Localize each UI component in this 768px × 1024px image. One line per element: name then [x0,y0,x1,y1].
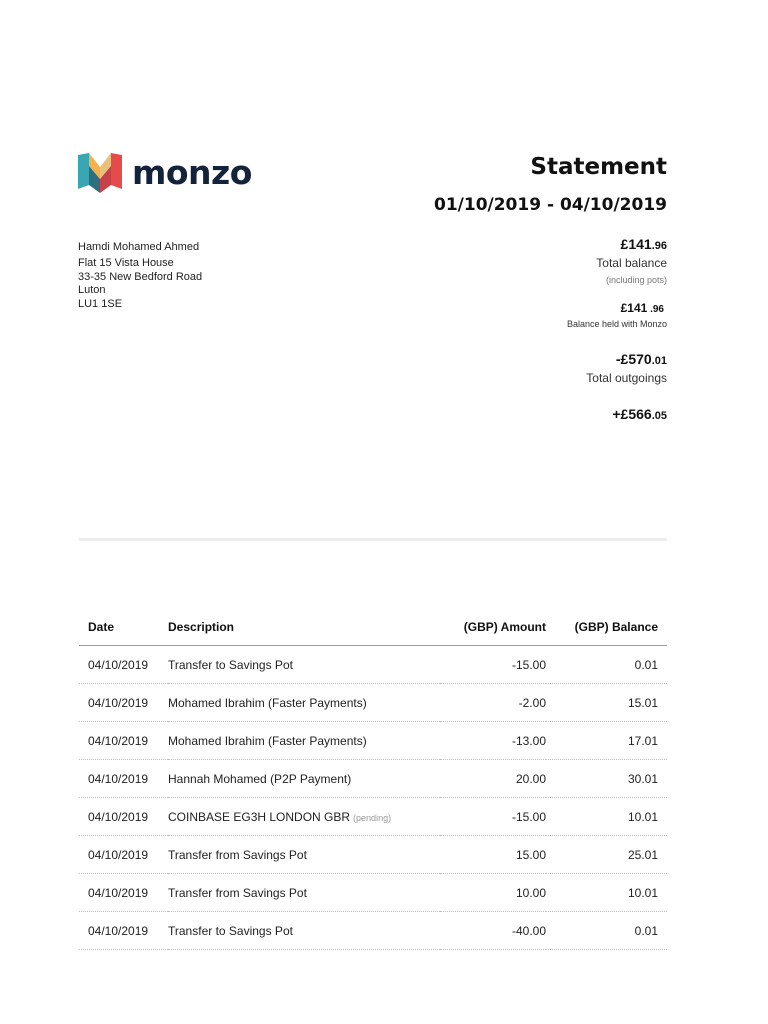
total-balance-amount [596,236,667,252]
row-description: Transfer from Savings Pot [168,847,307,862]
incoming-amount [612,406,667,422]
transactions-body [79,646,667,950]
row-balance: 10.01 [546,874,667,912]
description-header: Description [168,609,440,646]
incoming-major: +£566 [612,406,652,422]
total-balance-major: £141 [620,236,652,252]
row-date: 04/10/2019 [79,722,168,760]
held-balance-block [621,301,664,315]
row-description-cell [168,836,440,874]
table-row [79,760,667,798]
row-description: Transfer to Savings Pot [168,657,293,672]
date-header: Date [79,609,168,646]
row-balance: 15.01 [546,684,667,722]
outgoings-block [586,351,667,385]
table-row [79,874,667,912]
row-description-cell [168,760,440,798]
statement-title: Statement [530,154,667,180]
row-description-cell [168,798,440,836]
table-row [79,912,667,950]
row-date: 04/10/2019 [79,912,168,950]
table-row [79,684,667,722]
row-description-cell [168,912,440,950]
row-amount: -40.00 [440,912,546,950]
row-amount: -15.00 [440,798,546,836]
row-amount: 20.00 [440,760,546,798]
row-date: 04/10/2019 [79,836,168,874]
row-amount: -2.00 [440,684,546,722]
row-date: 04/10/2019 [79,684,168,722]
monzo-logo [78,153,252,193]
row-description: Mohamed Ibrahim (Faster Payments) [168,733,367,748]
row-balance: 25.01 [546,836,667,874]
row-date: 04/10/2019 [79,760,168,798]
amount-header: (GBP) Amount [440,609,546,646]
address-city: Luton [78,284,106,297]
row-description-cell [168,722,440,760]
table-row [79,836,667,874]
total-balance-block [596,236,667,285]
total-balance-minor: .96 [651,240,667,252]
row-amount: -15.00 [440,646,546,684]
row-description: Hannah Mohamed (P2P Payment) [168,771,352,786]
row-balance: 0.01 [546,646,667,684]
row-description-cell [168,646,440,684]
outgoings-amount [586,351,667,367]
total-balance-label: Total balance [596,256,667,270]
row-description-cell [168,684,440,722]
table-row [79,722,667,760]
row-balance: 10.01 [546,798,667,836]
held-balance-label-block [567,319,667,329]
held-balance-major: £141 [620,301,648,315]
outgoings-major: -£570 [615,351,652,367]
row-date: 04/10/2019 [79,874,168,912]
balance-header: (GBP) Balance [546,609,667,646]
table-header-row [79,609,667,646]
table-row [79,646,667,684]
row-description-cell [168,874,440,912]
row-balance: 30.01 [546,760,667,798]
row-description: Transfer from Savings Pot [168,885,307,900]
brand-name: monzo [132,153,252,192]
customer-address [78,241,202,311]
row-amount: 15.00 [440,836,546,874]
address-line-2: 33-35 New Bedford Road [78,270,203,283]
held-balance-amount [621,301,664,315]
row-amount: -13.00 [440,722,546,760]
monzo-m-icon [78,153,122,193]
row-amount: 10.00 [440,874,546,912]
row-description: Mohamed Ibrahim (Faster Payments) [168,695,367,710]
row-date: 04/10/2019 [79,646,168,684]
held-balance-minor: .96 [647,304,664,315]
address-line-1: Flat 15 Vista House [78,257,174,270]
address-postcode: LU1 1SE [78,297,123,310]
pending-badge: (pending) [353,812,392,823]
held-balance-label: Balance held with Monzo [566,319,667,329]
row-description: Transfer to Savings Pot [168,923,293,938]
outgoings-label: Total outgoings [586,371,667,385]
table-row [79,798,667,836]
row-balance: 17.01 [546,722,667,760]
transactions-table [79,609,667,950]
incoming-minor: .05 [651,410,667,422]
incoming-block [612,406,667,422]
section-divider [79,538,667,541]
row-balance: 0.01 [546,912,667,950]
row-date: 04/10/2019 [79,798,168,836]
outgoings-minor: .01 [651,355,667,367]
total-balance-note: (including pots) [605,275,667,285]
customer-name: Hamdi Mohamed Ahmed [78,241,200,253]
statement-period: 01/10/2019 - 04/10/2019 [434,195,667,215]
row-description: COINBASE EG3H LONDON GBR [168,809,351,824]
